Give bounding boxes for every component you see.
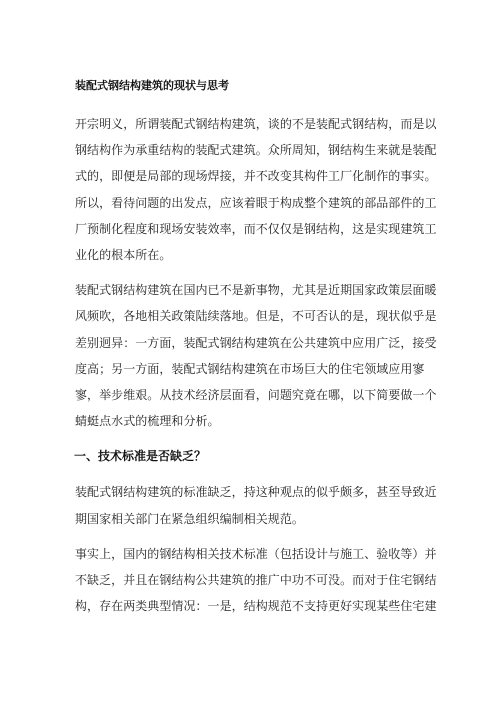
section-heading: 一、技术标准是否缺乏？: [74, 449, 207, 464]
document-title: 装配式钢结构建筑的现状与思考: [75, 79, 229, 92]
text-line: 风频吹，各地相关政策陆续落地。但是，不可否认的是，现状似乎是: [75, 309, 437, 324]
text-line: 装配式钢结构建筑在国内已不是新事物，尤其是近期国家政策层面暖: [75, 283, 437, 298]
text-line: 蜻蜓点水式的梳理和分析。: [75, 414, 220, 429]
text-line: 构，存在两类典型情况：一是，结构规范不支持更好实现某些住宅建: [75, 599, 437, 614]
text-line: 所以，看待问题的出发点，应该着眼于构成整个建筑的部品部件的工: [75, 195, 437, 210]
text-line: 业化的根本所在。: [75, 248, 172, 263]
text-line: 不缺乏，并且在钢结构公共建筑的推广中功不可没。而对于住宅钢结: [75, 573, 437, 588]
text-line: 差别迥异：一方面，装配式钢结构建筑在公共建筑中应用广泛，接受: [75, 335, 437, 350]
text-line: 钢结构作为承重结构的装配式建筑。众所周知，钢结构生来就是装配: [75, 143, 437, 158]
text-line: 开宗明义，所谓装配式钢结构建筑，谈的不是装配式钢结构，而是以: [75, 117, 437, 131]
paragraph-status: [75, 277, 437, 434]
text-line: 事实上，国内的钢结构相关技术标准（包括设计与施工、验收等）并: [75, 546, 437, 561]
text-line: 度高；另一方面，装配式钢结构建筑在市场巨大的住宅领域应用寥: [75, 361, 425, 376]
paragraph-intro: [75, 111, 437, 268]
paragraph-standards-fact: [75, 541, 437, 620]
text-line: 装配式钢结构建筑的标准缺乏，持这种观点的似乎颇多，甚至导致近: [75, 485, 437, 500]
text-line: 式的，即便是局部的现场焊接，并不改变其构件工厂化制作的事实。: [75, 169, 437, 184]
paragraph-standards-opinion: [75, 479, 437, 531]
text-line: 期国家相关部门在紧急组织编制相关规范。: [75, 511, 304, 526]
document-page: [74, 78, 437, 628]
text-line: 寥，举步维艰。从技术经济层面看，问题究竟在哪，以下简要做一个: [75, 388, 437, 403]
text-line: 厂预制化程度和现场安装效率，而不仅仅是钢结构，这是实现建筑工: [75, 221, 437, 236]
